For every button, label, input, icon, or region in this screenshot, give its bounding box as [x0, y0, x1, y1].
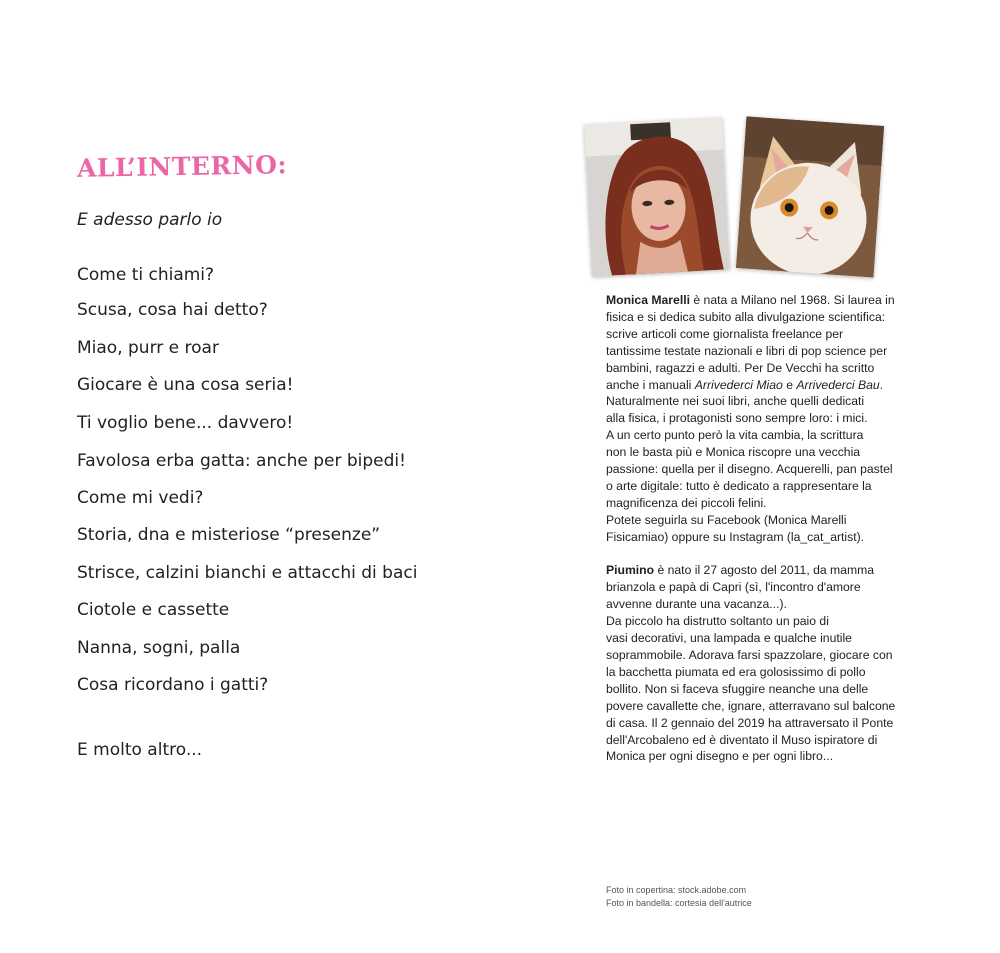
- bio-line: di casa. Il 2 gennaio del 2019 ha attraversato il Ponte: [606, 715, 894, 730]
- bio-line: povere cavallette che, ignare, atterravano sul balcone: [606, 698, 896, 713]
- cat-portrait-image: [736, 116, 884, 277]
- section-heading: ALL’INTERNO:: [76, 150, 288, 183]
- chapter-item: Nanna, sogni, palla: [77, 638, 241, 658]
- flap-credit: Foto in bandella: cortesia dell'autrice: [606, 898, 752, 908]
- author-photo: [584, 117, 730, 276]
- bio-line: scrive articoli come giornalista freelance per: [606, 326, 844, 341]
- bio-text: è nata a Milano nel 1968. Si laurea in: [689, 293, 895, 307]
- cover-credit: Foto in copertina: stock.adobe.com: [606, 885, 747, 895]
- author-name: Monica Marelli: [606, 293, 690, 307]
- bio-line: dell'Arcobaleno ed è diventato il Muso ispiratore di: [606, 732, 878, 747]
- book-title: Arrivederci Miao: [694, 377, 783, 392]
- chapter-item: Come mi vedi?: [77, 488, 204, 508]
- bio-line: alla fisica, i protagonisti sono sempre loro: i mici.: [606, 411, 868, 426]
- bio-line: avvenne durante una vacanza...).: [606, 597, 787, 612]
- bio-line: la bacchetta piumata ed era golosissimo di pollo: [606, 664, 866, 679]
- bio-line: Monica per ogni disegno e per ogni libro...: [606, 749, 833, 764]
- bio-line: [606, 562, 906, 579]
- chapter-item: Come ti chiami?: [77, 265, 215, 285]
- bio-line: bollito. Non si faceva sfuggire neanche una delle: [606, 681, 869, 696]
- bio-line: passione: quella per il disegno. Acquerelli, pan pastel: [606, 462, 893, 477]
- bio-line: A un certo punto però la vita cambia, la scrittura: [606, 428, 864, 443]
- more-text: E molto altro...: [77, 740, 203, 760]
- cat-name: Piumino: [606, 563, 655, 578]
- book-title: Arrivederci Bau: [796, 377, 880, 392]
- bio-line: vasi decorativi, una lampada e qualche inutile: [606, 631, 852, 646]
- chapter-item: Storia, dna e misteriose “presenze”: [77, 525, 381, 545]
- chapter-item: Favolosa erba gatta: anche per bipedi!: [77, 451, 406, 471]
- bio-text: .: [879, 377, 884, 392]
- bio-line: Fisicamiao) oppure su Instagram (la_cat_artist).: [606, 529, 865, 544]
- bio-text: anche i manuali: [606, 377, 695, 392]
- cat-photo: [736, 116, 884, 277]
- chapter-item: Miao, purr e roar: [77, 338, 219, 358]
- bio-line: Naturalmente nei suoi libri, anche quelli dedicati: [606, 394, 865, 409]
- bio-line: magnificenza dei piccoli felini.: [606, 495, 767, 510]
- photo-credits: [606, 884, 752, 910]
- bio-line: fisica e si dedica subito alla divulgazione scientifica:: [606, 309, 886, 324]
- bio-line: non le basta più e Monica riscopre una vecchia: [606, 445, 861, 460]
- chapter-item: Scusa, cosa hai detto?: [77, 300, 268, 320]
- bio-line: [606, 377, 906, 394]
- chapter-item: Ciotole e cassette: [77, 600, 230, 620]
- bio-line: Potete seguirla su Facebook (Monica Marelli: [606, 512, 847, 527]
- bio-line: Da piccolo ha distrutto soltanto un paio di: [606, 614, 829, 629]
- chapter-item: Strisce, calzini bianchi e attacchi di baci: [77, 563, 418, 583]
- bio-line: o arte digitale: tutto è dedicato a rappresentare la: [606, 478, 872, 493]
- bio-line: [606, 292, 906, 309]
- chapter-item: Giocare è una cosa seria!: [77, 375, 294, 395]
- author-portrait-image: [584, 117, 730, 276]
- chapter-item: Cosa ricordano i gatti?: [77, 675, 269, 695]
- bio-line: soprammobile. Adorava farsi spazzolare, giocare con: [606, 648, 893, 663]
- bio-line: bambini, ragazzi e adulti. Per De Vecchi ha scritto: [606, 360, 875, 375]
- author-bio: [606, 292, 906, 765]
- bio-line: tantissime testate nazionali e libri di pop science per: [606, 343, 888, 358]
- subtitle: E adesso parlo io: [77, 210, 223, 230]
- paragraph-gap: [606, 546, 906, 563]
- bio-line: brianzola e papà di Capri (sì, l'incontro d'amore: [606, 580, 861, 595]
- bio-text: è nato il 27 agosto del 2011, da mamma: [654, 563, 875, 578]
- chapter-item: Ti voglio bene... davvero!: [77, 413, 294, 433]
- bio-text: e: [782, 377, 797, 392]
